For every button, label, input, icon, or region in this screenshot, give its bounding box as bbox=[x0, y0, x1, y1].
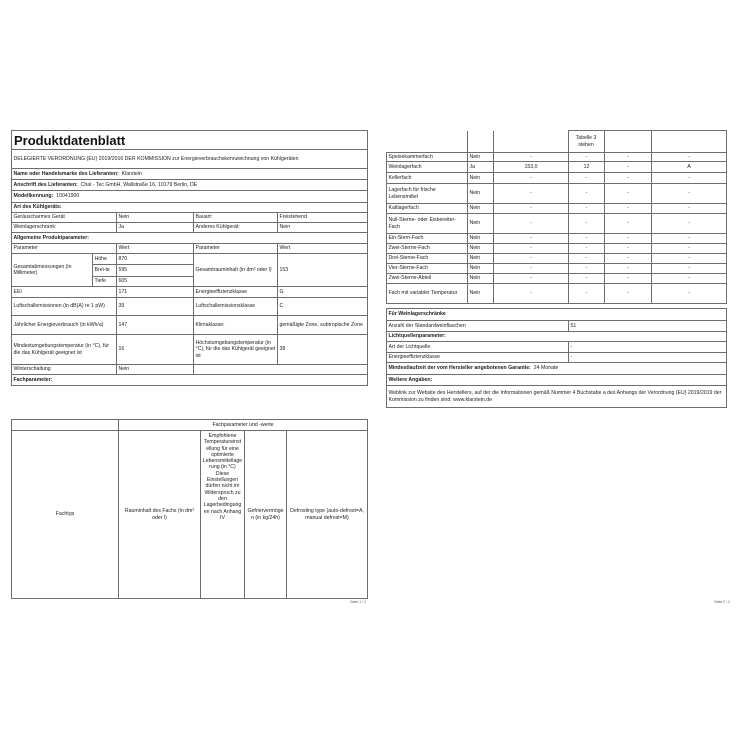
compartment-value: - bbox=[605, 204, 652, 214]
datasheet-page-2 bbox=[382, 122, 732, 606]
energy-value: 147 bbox=[117, 316, 194, 335]
compartment-present: Nein bbox=[468, 234, 494, 244]
compartment-value: - bbox=[652, 184, 727, 204]
compartment-value: - bbox=[605, 234, 652, 244]
type-row-value: Freistehend bbox=[278, 213, 368, 223]
param-header: Parameter bbox=[12, 244, 117, 254]
temperature-header: Empfohlene Temperatureinstellung für eine optimierte Lebensmittellagerung (in °C) Diese Einstellungen dürfen nicht im Widerspruch zu den Lagerbedingungen nach Anhang IV bbox=[201, 431, 245, 599]
regulation-text: DELEGIERTE VERORDNUNG (EU) 2019/2016 DER KOMMISSION zur Energieverbrauchskennzeichnung von Kühlgeräten bbox=[12, 150, 368, 169]
compartment-value: - bbox=[652, 214, 727, 234]
compartment-row bbox=[387, 254, 727, 264]
compartment-value: - bbox=[605, 173, 652, 184]
volume-header: Rauminhalt des Fachs (in dm³ oder l) bbox=[119, 431, 201, 599]
compartment-value: - bbox=[569, 184, 605, 204]
compartment-value: - bbox=[652, 234, 727, 244]
dimension-value: 605 bbox=[117, 277, 194, 287]
page-number: Seite 2 / 2 bbox=[714, 600, 730, 604]
compartment-present: Nein bbox=[468, 214, 494, 234]
compartment-row bbox=[387, 184, 727, 204]
compartment-value: - bbox=[569, 173, 605, 184]
dimension-name: Tiefe bbox=[93, 277, 117, 287]
compartment-value: - bbox=[605, 284, 652, 304]
compartment-value: - bbox=[569, 244, 605, 254]
compartment-present: Nein bbox=[468, 173, 494, 184]
gross-volume-value: 153 bbox=[278, 254, 368, 287]
compartment-present: Nein bbox=[468, 153, 494, 162]
compartment-value: - bbox=[494, 264, 569, 274]
compartment-value: - bbox=[494, 284, 569, 304]
empty-cell bbox=[604, 131, 651, 153]
compartment-value: - bbox=[494, 173, 569, 184]
compartment-value: - bbox=[652, 264, 727, 274]
freezing-capacity-header: Gefriervermögen (in kg/24h) bbox=[245, 431, 287, 599]
compartment-name: Kellerfach bbox=[387, 173, 468, 184]
dimension-value: 870 bbox=[117, 254, 194, 265]
compartment-value: - bbox=[652, 274, 727, 284]
noise-class-value: C bbox=[278, 298, 368, 316]
compartment-value: - bbox=[605, 274, 652, 284]
compartment-value: - bbox=[494, 153, 569, 162]
compartment-name: Speisekammerfach bbox=[387, 153, 468, 162]
compartment-value: - bbox=[569, 153, 605, 162]
compartment-name: Ein-Stern-Fach bbox=[387, 234, 468, 244]
compartment-name: Zwei-Sterne-Abteil bbox=[387, 274, 468, 284]
empty-cell bbox=[12, 420, 119, 431]
compartment-type-header: Fachtyp bbox=[12, 431, 119, 599]
supplier-name-row: Name oder Handelsmarke des Lieferanten: Klarstein bbox=[12, 169, 368, 180]
compartment-present: Nein bbox=[468, 244, 494, 254]
compartment-row bbox=[387, 284, 727, 304]
table-header: Tabelle 3 stehen bbox=[568, 131, 604, 153]
compartment-name: Kaltlagerfach bbox=[387, 204, 468, 214]
compartment-row bbox=[387, 204, 727, 214]
compartment-value: - bbox=[569, 234, 605, 244]
energy-label: Jährlicher Energieverbrauch (in kWh/a) bbox=[12, 316, 117, 335]
compartment-value: - bbox=[494, 204, 569, 214]
compartment-value: - bbox=[605, 214, 652, 234]
noise-class-label: Luftschallemissionsklasse bbox=[194, 298, 278, 316]
efficiency-class-value: G bbox=[278, 287, 368, 298]
compartment-name: Null-Sterne- oder Eisbereiter-Fach bbox=[387, 214, 468, 234]
empty-cell bbox=[467, 131, 493, 153]
general-params-heading: Allgemeine Produktparameter: bbox=[12, 233, 368, 244]
compartment-row bbox=[387, 173, 727, 184]
compartment-value: - bbox=[652, 173, 727, 184]
compartment-value: - bbox=[652, 284, 727, 304]
noise-value: 39 bbox=[117, 298, 194, 316]
compartment-present: Nein bbox=[468, 204, 494, 214]
compartment-value: - bbox=[652, 153, 727, 162]
page-number: Seite 1 / 2 bbox=[350, 600, 366, 604]
compartment-value: 12 bbox=[569, 162, 605, 173]
light-type-label: Art der Lichtquelle bbox=[387, 342, 569, 353]
compartment-value: - bbox=[494, 184, 569, 204]
compartment-value: - bbox=[605, 153, 652, 162]
dimension-name: Brei-te bbox=[93, 265, 117, 277]
param-header: Wert bbox=[278, 244, 368, 254]
max-temp-label: Höchstumgebungstemperatur (in °C), für die das Kühlgerät geeignet ist bbox=[194, 335, 278, 365]
wine-bottles-label: Anzahl der Standardweinflaschen bbox=[387, 321, 569, 332]
warranty-row: Mindestlaufzeit der vom Hersteller angebotenen Garantie: 24 Monate bbox=[387, 363, 727, 375]
wine-storage-heading: Für Weinlagerschränke bbox=[387, 309, 727, 321]
compartment-value: - bbox=[605, 162, 652, 173]
additional-info-table bbox=[386, 308, 727, 408]
compartment-value: - bbox=[652, 244, 727, 254]
light-class-label: Energieeffizienzklasse bbox=[387, 353, 569, 363]
compartment-value: - bbox=[605, 264, 652, 274]
noise-label: Luftschallemissionen (in dB(A) re 1 pW) bbox=[12, 298, 117, 316]
dimensions-label: Gesamtabmessungen (in Millimeter) bbox=[12, 254, 93, 287]
compartment-values-table bbox=[386, 130, 727, 153]
compartment-value: - bbox=[494, 274, 569, 284]
type-row-label: Weinlagerschrank: bbox=[12, 223, 117, 233]
type-row-label: Anderes Kühlgerät: bbox=[194, 223, 278, 233]
compartment-name: Vier-Sterne-Fach bbox=[387, 264, 468, 274]
compartment-present: Nein bbox=[468, 274, 494, 284]
compartment-row bbox=[387, 274, 727, 284]
compartment-row bbox=[387, 153, 727, 162]
compartment-value: - bbox=[494, 214, 569, 234]
compartment-present: Nein bbox=[468, 184, 494, 204]
empty-cell bbox=[386, 131, 467, 153]
compartment-value: - bbox=[569, 204, 605, 214]
compartment-header: Fachparameter und -werte bbox=[119, 420, 368, 431]
wine-bottles-value: 51 bbox=[569, 321, 727, 332]
empty-cell bbox=[194, 365, 368, 375]
compartment-value: - bbox=[494, 234, 569, 244]
empty-cell bbox=[651, 131, 726, 153]
gross-volume-label: Gesamtrauminhalt (in dm³ oder l) bbox=[194, 254, 278, 287]
page1-table bbox=[11, 130, 368, 386]
light-type-value: - bbox=[569, 342, 727, 353]
param-header: Parameter bbox=[194, 244, 278, 254]
compartment-value: - bbox=[569, 214, 605, 234]
eei-label: EEI bbox=[12, 287, 117, 298]
winter-value: Nein bbox=[117, 365, 194, 375]
appliance-type-heading: Art des Kühlgeräts: bbox=[12, 203, 368, 213]
compartment-value: - bbox=[605, 244, 652, 254]
param-header: Wert bbox=[117, 244, 194, 254]
compartment-present: Ja bbox=[468, 162, 494, 173]
compartment-value: - bbox=[494, 254, 569, 264]
compartment-value: A bbox=[652, 162, 727, 173]
document-title: Produktdatenblatt bbox=[12, 131, 368, 150]
supplier-address-row: Anschrift des Lieferanten: Chal - Tec GmbH, Wallstraße 16, 10179 Berlin, DE bbox=[12, 180, 368, 191]
climate-class-value: gemäßigte Zone, subtropische Zone bbox=[278, 316, 368, 335]
type-row-value: Nein bbox=[117, 213, 194, 223]
compartment-row bbox=[387, 234, 727, 244]
defrost-type-header: Defrosting type (auto-defrost=A, manual defrost=M) bbox=[287, 431, 368, 599]
min-temp-value: 16 bbox=[117, 335, 194, 365]
compartment-row bbox=[387, 264, 727, 274]
compartment-name: Drei-Sterne-Fach bbox=[387, 254, 468, 264]
compartment-present: Nein bbox=[468, 264, 494, 274]
dimension-value: 595 bbox=[117, 265, 194, 277]
compartment-params-heading: Fachparameter: bbox=[12, 375, 368, 386]
compartment-name: Weinlagerfach bbox=[387, 162, 468, 173]
climate-class-label: Klimaklasse: bbox=[194, 316, 278, 335]
eei-value: 171 bbox=[117, 287, 194, 298]
compartment-value: - bbox=[605, 254, 652, 264]
compartment-value: 153,0 bbox=[494, 162, 569, 173]
compartment-table bbox=[11, 419, 368, 599]
compartment-row bbox=[387, 162, 727, 173]
datasheet-page-1 bbox=[10, 122, 368, 606]
compartment-value: - bbox=[569, 264, 605, 274]
type-row-label: Geräuscharmes Gerät bbox=[12, 213, 117, 223]
compartment-value: - bbox=[652, 254, 727, 264]
max-temp-value: 38 bbox=[278, 335, 368, 365]
dimension-name: Höhe bbox=[93, 254, 117, 265]
compartment-value: - bbox=[652, 204, 727, 214]
type-row-value: Ja bbox=[117, 223, 194, 233]
type-row-value: Nein bbox=[278, 223, 368, 233]
model-row: Modellkennung: 10041900 bbox=[12, 191, 368, 203]
compartment-name: Lagerfach für frische Lebensmittel bbox=[387, 184, 468, 204]
compartment-row bbox=[387, 244, 727, 254]
compartment-name: Fach mit variabler Temperatur bbox=[387, 284, 468, 304]
compartment-rows-table bbox=[386, 152, 727, 304]
compartment-row bbox=[387, 214, 727, 234]
compartment-value: - bbox=[605, 184, 652, 204]
min-temp-label: Mindestumgebungstemperatur (in °C), für die das Kühlgerät geeignet ist bbox=[12, 335, 117, 365]
empty-cell bbox=[493, 131, 568, 153]
further-info-heading: Weitere Angaben: bbox=[387, 375, 727, 386]
winter-label: Winterschaltung bbox=[12, 365, 117, 375]
compartment-value: - bbox=[569, 284, 605, 304]
compartment-present: Nein bbox=[468, 254, 494, 264]
compartment-name: Zwei-Sterne-Fach bbox=[387, 244, 468, 254]
compartment-present: Nein bbox=[468, 284, 494, 304]
efficiency-class-label: Energieeffizienzklasse bbox=[194, 287, 278, 298]
light-source-heading: Lichtquellenparameter: bbox=[387, 332, 727, 342]
weblink-text: Weblink zur Website des Herstellers, auf der die Informationen gemäß Nummer 4 Buchstabe a des Anhangs der Verordnung (EU) 2019/2019 der Kommission zu finden sind: www.klarstein.de bbox=[387, 386, 727, 408]
light-class-value: - bbox=[569, 353, 727, 363]
compartment-value: - bbox=[569, 254, 605, 264]
compartment-value: - bbox=[569, 274, 605, 284]
compartment-value: - bbox=[494, 244, 569, 254]
type-row-label: Bauart: bbox=[194, 213, 278, 223]
